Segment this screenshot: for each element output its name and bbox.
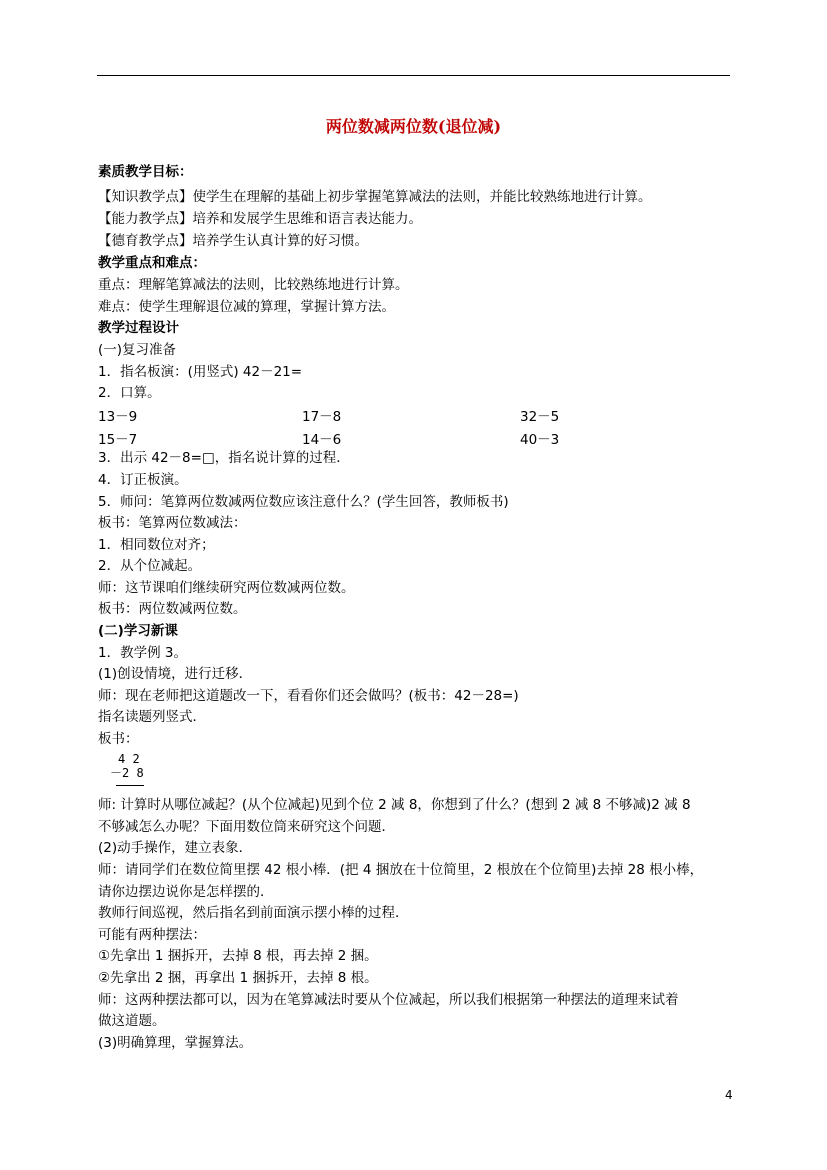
text-line: 【知识教学点】使学生在理解的基础上初步掌握笔算减法的法则，并能比较熟练地进行计算。 <box>98 189 652 205</box>
vertical-subtraction <box>110 752 150 780</box>
text-line: 教师行间巡视，然后指名到前面演示摆小棒的过程． <box>98 905 409 921</box>
text-line: 1．教学例 3。 <box>98 645 187 661</box>
text-line: 1．相同数位对齐； <box>98 537 215 553</box>
text-line: 【能力教学点】培养和发展学生思维和语言表达能力。 <box>98 211 422 227</box>
text-line: 师：这节课咱们继续研究两位数减两位数。 <box>98 580 355 596</box>
text-line: 师：请同学们在数位简里摆 42 根小棒．(把 4 捆放在十位简里，2 根放在个位简里)去掉 28 根小棒， <box>98 862 704 878</box>
text-line: 师：现在老师把这道题改一下，看看你们还会做吗？(板书：42－28=) <box>98 688 519 704</box>
text-line: 做这道题。 <box>98 1013 166 1029</box>
text-line: 请你边摆边说你是怎样摆的． <box>98 884 274 900</box>
text-line: (3)明确算理，掌握算法。 <box>98 1035 253 1051</box>
text-line: 可能有两种摆法： <box>98 927 206 943</box>
vertical-minuend: 4 2 <box>118 752 140 766</box>
section-heading-key-points: 教学重点和难点： <box>98 255 206 271</box>
text-line: 师：这两种摆法都可以，因为在笔算减法时要从个位减起，所以我们根据第一种摆法的道理来试着 <box>98 992 679 1008</box>
oral-calc-item: 40－3 <box>520 432 560 448</box>
oral-calc-item: 13－9 <box>98 409 138 425</box>
section-heading-process: 教学过程设计 <box>98 320 179 336</box>
vertical-subtrahend: －2 8 <box>110 766 144 780</box>
oral-calc-item: 32－5 <box>520 409 560 425</box>
document-title: 两位数减两位数(退位减) <box>325 117 502 136</box>
text-line: 师: 计算时从哪位减起？(从个位减起)见到个位 2 减 8，你想到了什么？(想到 2 减 8 不够减)2 减 8 <box>98 797 691 813</box>
text-line: 板书：两位数减两位数。 <box>98 601 247 617</box>
text-line: 1．指名板演：(用竖式) 42－21= <box>98 364 303 380</box>
text-line: (1)创设情境，进行迁移． <box>98 666 253 682</box>
text-line: 重点：理解笔算减法的法则，比较熟练地进行计算。 <box>98 277 409 293</box>
text-line: ②先拿出 2 捆，再拿出 1 捆拆开，去掉 8 根。 <box>98 970 378 986</box>
text-line: (2)动手操作，建立表象． <box>98 840 253 856</box>
text-line: 5．师问：笔算两位数减两位数应该注意什么？(学生回答，教师板书) <box>98 494 509 510</box>
text-line: ①先拿出 1 捆拆开，去掉 8 根，再去掉 2 捆。 <box>98 948 378 964</box>
text-line: 板书：笔算两位数减法： <box>98 515 247 531</box>
text-line: 2．从个位减起。 <box>98 558 202 574</box>
text-line: 【德育教学点】培养学生认真计算的好习惯。 <box>98 233 368 249</box>
section-heading-goals: 素质教学目标： <box>98 164 193 180</box>
text-line: 不够减怎么办呢？下面用数位筒来研究这个问题． <box>98 819 395 835</box>
text-line: (一)复习准备 <box>98 342 177 358</box>
oral-calc-item: 15－7 <box>98 432 138 448</box>
page-number: 4 <box>725 1088 733 1102</box>
text-line: 指名读题列竖式． <box>98 709 206 725</box>
header-rule <box>97 75 730 76</box>
oral-calc-item: 17－8 <box>302 409 342 425</box>
oral-calc-item: 14－6 <box>302 432 342 448</box>
text-line: 3．出示 42－8=□，指名说计算的过程． <box>98 450 350 466</box>
section-heading-new-lesson: (二)学习新课 <box>98 623 178 639</box>
text-line: 4．订正板演。 <box>98 472 188 488</box>
text-line: 难点：使学生理解退位减的算理，掌握计算方法。 <box>98 299 395 315</box>
vertical-underline <box>116 785 144 786</box>
text-line: 2．口算。 <box>98 385 161 401</box>
text-line: 板书： <box>98 731 139 747</box>
